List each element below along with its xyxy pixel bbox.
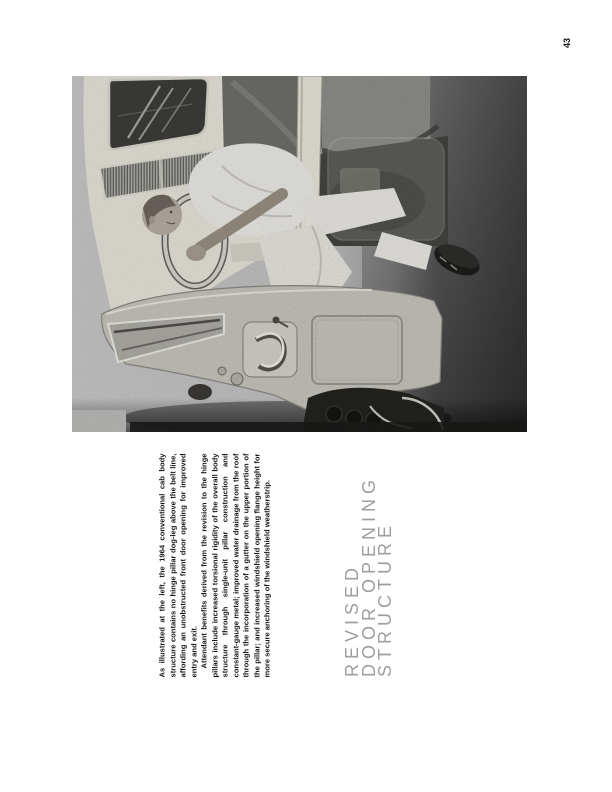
truck-cab-photo xyxy=(72,76,527,432)
page-number: 43 xyxy=(562,38,572,49)
film-grain-overlay xyxy=(72,76,527,432)
title-line-3: STRUCTURE xyxy=(375,521,395,677)
section-title xyxy=(344,463,394,677)
title-line-2: DOOR OPENING xyxy=(358,474,379,677)
body-text-block xyxy=(158,454,285,678)
body-paragraph-1: As illustrated at the left, the 1964 conventional cab body structure contains no hinge pillar dog-leg above the belt line, affording an unobstructed front door opening for improved entry and exit. xyxy=(157,453,199,678)
title-line-1: REVISED xyxy=(342,562,362,677)
body-paragraph-2: Attendant benefits derived from the revision to the hinge pillars include increased torsional rigidity of the overall body structure through single-unit pillar construction and constant-gauge metal; improved water drainage from the roof through the incorporation of a gutter on the upper portion of the pillar; and increased windshield opening flange height for more secure anchoring of the windshield weatherstrip. xyxy=(199,453,272,678)
truck-cab-photo-illustration xyxy=(72,76,527,432)
